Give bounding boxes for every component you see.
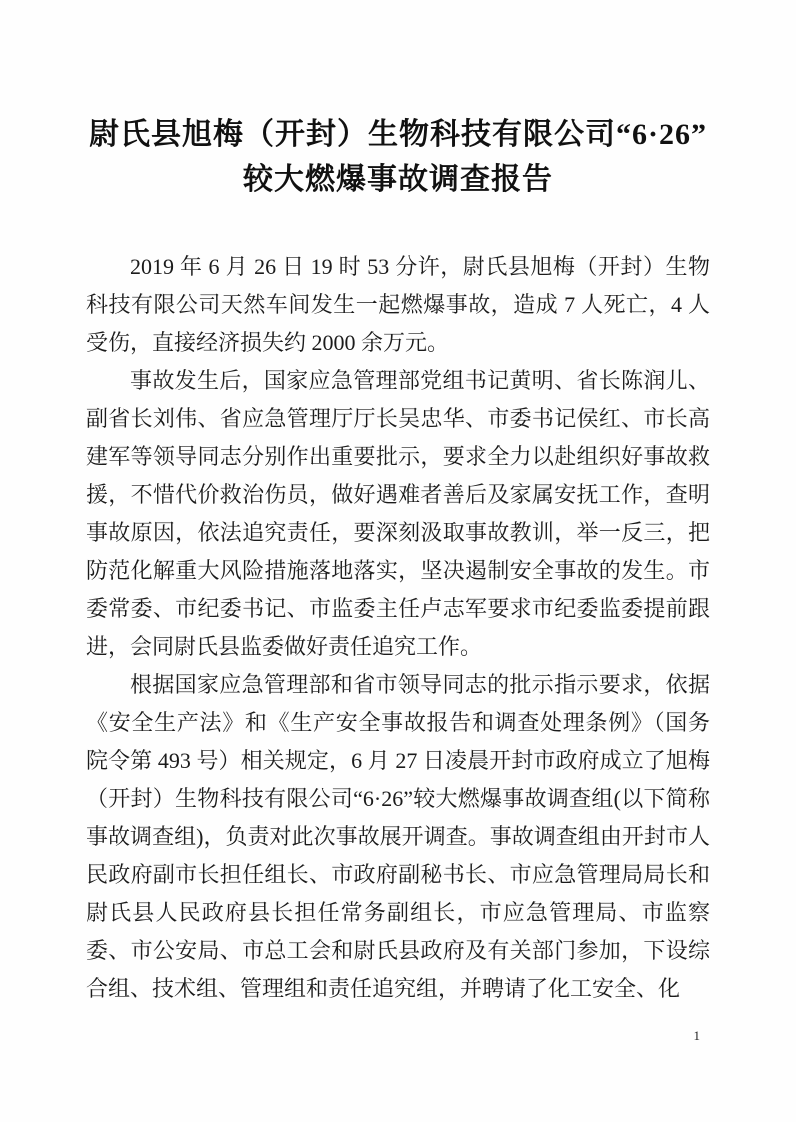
title-line-1: 尉氏县旭梅（开封）生物科技有限公司“6·26” [88, 118, 707, 151]
paragraph-leadership-instructions: 事故发生后，国家应急管理部党组书记黄明、省长陈润儿、副省长刘伟、省应急管理厅厅长吴忠华、市委书记侯红、市长高建军等领导同志分别作出重要批示，要求全力以赴组织好事故救援，不惜代价救治伤员，做好遇难者善后及家属安抚工作，查明事故原因，依法追究责任，要深刻汲取事故教训，举一反三，把防范化解重大风险措施落地落实，坚决遏制安全事故的发生。市委常委、市纪委书记、市监委主任卢志军要求市纪委监委提前跟进，会同尉氏县监委做好责任追究工作。 [86, 368, 710, 659]
document-body [86, 248, 710, 1008]
title-line-2: 较大燃爆事故调查报告 [243, 163, 553, 196]
page-number: 1 [693, 1028, 700, 1043]
paragraph-accident-overview: 2019 年 6 月 26 日 19 时 53 分许，尉氏县旭梅（开封）生物科技有限公司天然车间发生一起燃爆事故，造成 7 人死亡，4 人受伤，直接经济损失约 2000 余万元。 [86, 254, 710, 355]
paragraph-investigation-team: 根据国家应急管理部和省市领导同志的批示指示要求，依据《安全生产法》和《生产安全事故报告和调查处理条例》（国务院令第 493 号）相关规定，6 月 27 日凌晨开封市政府成立了旭梅（开封）生物科技有限公司“6·26”较大燃爆事故调查组(以下简称事故调查组)，负责对此次事故展开调查。事故调查组由开封市人民政府副市长担任组长、市政府副秘书长、市应急管理局局长和尉氏县人民政府县长担任常务副组长，市应急管理局、市监察委、市公安局、市总工会和尉氏县政府及有关部门参加，下设综合组、技术组、管理组和责任追究组，并聘请了化工安全、化 [86, 672, 710, 1001]
document-title [0, 0, 796, 202]
